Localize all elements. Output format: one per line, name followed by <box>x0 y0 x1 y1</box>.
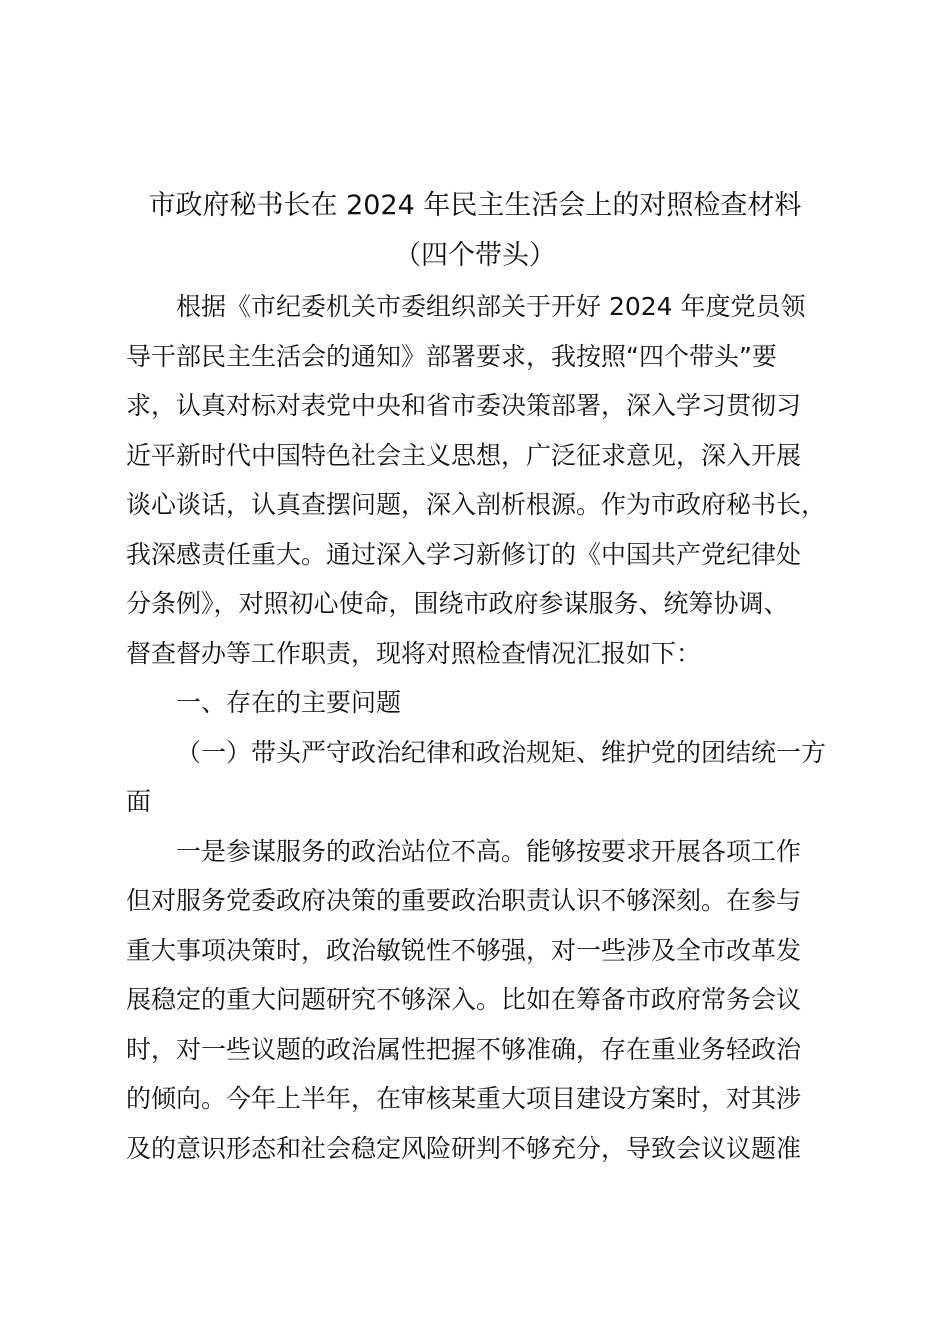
paragraph-line: 及的意识形态和社会稳定风险研判不够充分，导致会议议题准 <box>126 1133 802 1163</box>
paragraph-line: 展稳定的重大问题研究不够深入。比如在筹备市政府常务会议 <box>126 985 802 1014</box>
paragraph-line: 求，认真对标对表党中央和省市委决策部署，深入学习贯彻习 <box>126 391 802 420</box>
subsection-heading: （一）带头严守政治纪律和政治规矩、维护党的团结统一方 <box>176 737 827 767</box>
paragraph-line: 谈心谈话，认真查摆问题，深入剖析根源。作为市政府秘书长， <box>126 490 827 519</box>
paragraph-line: 一是参谋服务的政治站位不高。能够按要求开展各项工作 <box>176 836 802 866</box>
paragraph-line: 但对服务党委政府决策的重要政治职责认识不够深刻。在参与 <box>126 886 802 915</box>
paragraph-line: 时，对一些议题的政治属性把握不够准确，存在重业务轻政治 <box>126 1034 802 1064</box>
paragraph-line: 根据《市纪委机关市委组织部关于开好 2024 年度党员领 <box>176 292 806 321</box>
subsection-heading-continued: 面 <box>126 787 152 816</box>
document-subtitle: （四个带头） <box>394 240 556 271</box>
paragraph-line: 重大事项决策时，政治敏锐性不够强，对一些涉及全市改革发 <box>126 935 802 965</box>
paragraph-line: 督查督办等工作职责，现将对照检查情况汇报如下： <box>126 638 702 668</box>
paragraph-line: 我深感责任重大。通过深入学习新修订的《中国共产党纪律处 <box>126 539 802 569</box>
document-body <box>126 282 846 1173</box>
paragraph-line: 近平新时代中国特色社会主义思想，广泛征求意见，深入开展 <box>126 440 802 470</box>
paragraph-line: 分条例》，对照初心使命，围绕市政府参谋服务、统筹协调、 <box>126 589 789 618</box>
section-heading: 一、存在的主要问题 <box>176 688 402 717</box>
paragraph-line: 的倾向。今年上半年，在审核某重大项目建设方案时，对其涉 <box>126 1084 802 1113</box>
document-title: 市政府秘书长在 2024 年民主生活会上的对照检查材料 <box>148 190 802 221</box>
paragraph-line: 导干部民主生活会的通知》部署要求，我按照“四个带头”要 <box>126 341 777 371</box>
